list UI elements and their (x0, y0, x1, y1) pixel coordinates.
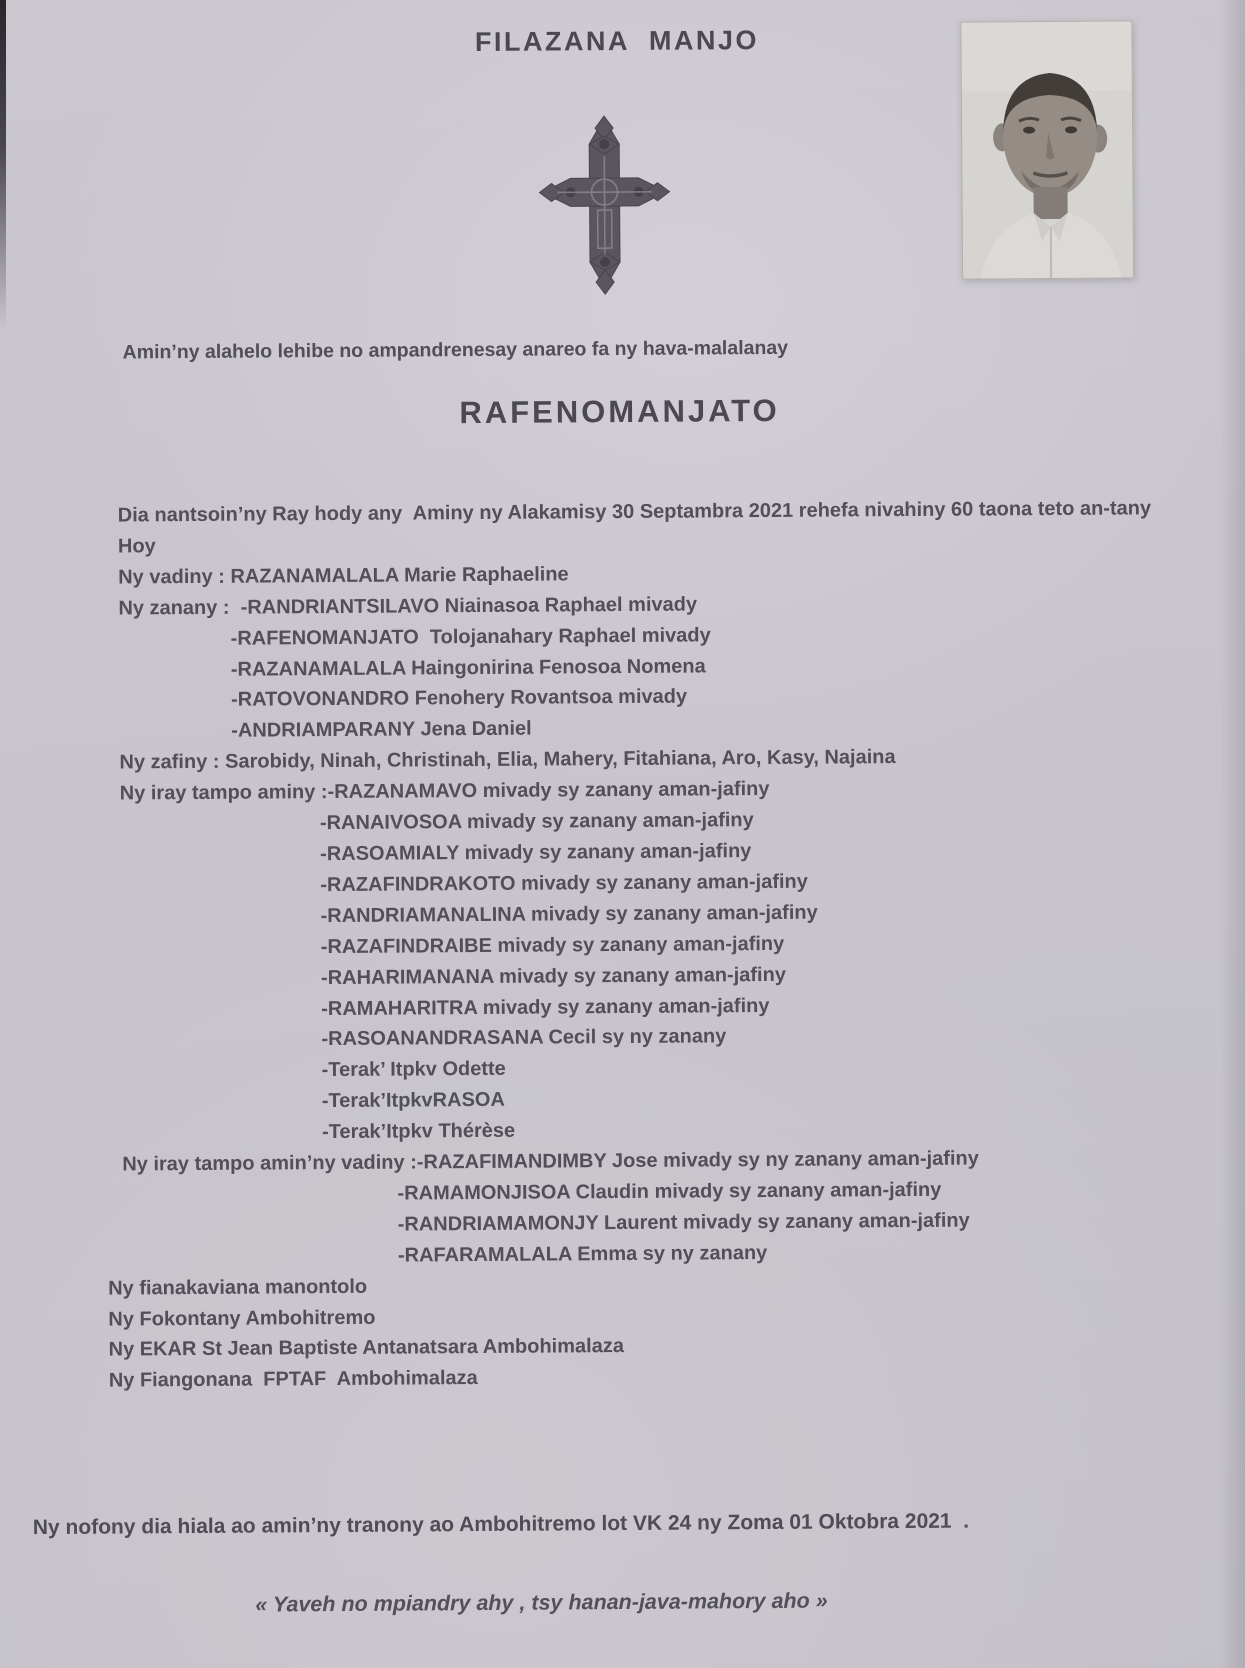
document-line: Ny zafiny : Sarobidy, Ninah, Christinah, Elia, Mahery, Fitahiana, Aro, Kasy, Najaina (119, 746, 896, 774)
document-line: -RANDRIAMAMONJY Laurent mivady sy zanany aman-jafiny (397, 1209, 970, 1236)
document-line: -RAMAHARITRA mivady sy zanany aman-jafiny (321, 994, 770, 1020)
ornate-cross-icon (533, 114, 676, 297)
document-line: -RASOAMIALY mivady sy zanany aman-jafiny (320, 840, 752, 866)
document-line: Ny Fokontany Ambohitremo (108, 1306, 376, 1331)
document-line: Ny EKAR St Jean Baptiste Antanatsara Ambohimalaza (108, 1335, 624, 1362)
body-lines (26, 493, 1231, 1398)
deceased-name: RAFENOMANJATO (459, 392, 780, 431)
document-line: Ny iray tampo amin’ny vadiny :-RAZAFIMANDIMBY Jose mivady sy ny zanany aman-jafiny (122, 1147, 979, 1176)
document-line: -RAFENOMANJATO Tolojanahary Raphael mivady (230, 624, 711, 650)
page-title: FILAZANA MANJO (474, 25, 760, 58)
document-line: -RATOVONANDRO Fenohery Rovantsoa mivady (230, 685, 688, 712)
document-line: Ny fianakaviana manontolo (108, 1275, 368, 1300)
intro-line: Amin’ny alahelo lehibe no ampandrenesay anareo fa ny hava-malalanay (122, 336, 789, 364)
document-line: Dia nantsoin’ny Ray hody any Aminy ny Alakamisy 30 Septambra 2021 rehefa nivahiny 60 taona teto an-tany (117, 497, 1152, 527)
document-line: -RAHARIMANANA mivady sy zanany aman-jafiny (320, 963, 786, 989)
document-line: Ny zanany : -RANDRIANTSILAVO Niainasoa Raphael mivady (118, 593, 698, 620)
document-line: Hoy (117, 535, 156, 558)
scripture-quote: « Yaveh no mpiandry ahy , tsy hanan-java-mahory aho » (255, 1588, 828, 1617)
document-line: -RASOANANDRASANA Cecil sy ny zanany (321, 1025, 727, 1051)
document-line: -RAFARAMALALA Emma sy ny zanany (397, 1241, 768, 1267)
document-line: -RAZANAMALALA Haingonirina Fenosoa Nomena (230, 654, 706, 681)
document-line: -ANDRIAMPARANY Jena Daniel (231, 717, 532, 743)
document-line: -RANDRIAMANALINA mivady sy zanany aman-jafiny (320, 901, 818, 927)
closing-line: Ny nofony dia hiala ao amin’ny tranony ao Ambohitremo lot VK 24 ny Zoma 01 Oktobra 2021 . (32, 1509, 970, 1540)
document-line: -RAZAFINDRAKOTO mivady sy zanany aman-jafiny (320, 870, 808, 896)
document-line: -Terak’ItpkvRASOA (321, 1089, 505, 1113)
document-line: Ny iray tampo aminy :-RAZANAMAVO mivady sy zanany aman-jafiny (119, 778, 770, 805)
document-line: -Terak’Itpkv Thérèse (321, 1119, 516, 1144)
document-line: Ny Fiangonana FPTAF Ambohimalaza (108, 1367, 478, 1392)
document-line: -Terak’ Itpkv Odette (321, 1058, 506, 1082)
document-line: -RAZAFINDRAIBE mivady sy zanany aman-jafiny (320, 932, 785, 958)
deceased-portrait-photo (960, 20, 1134, 279)
document-line: -RAMAMONJISOA Claudin mivady sy zanany aman-jafiny (397, 1178, 942, 1205)
document-line: Ny vadiny : RAZANAMALALA Marie Raphaeline (118, 563, 569, 589)
document-line: -RANAIVOSOA mivady sy zanany aman-jafiny (319, 809, 754, 835)
